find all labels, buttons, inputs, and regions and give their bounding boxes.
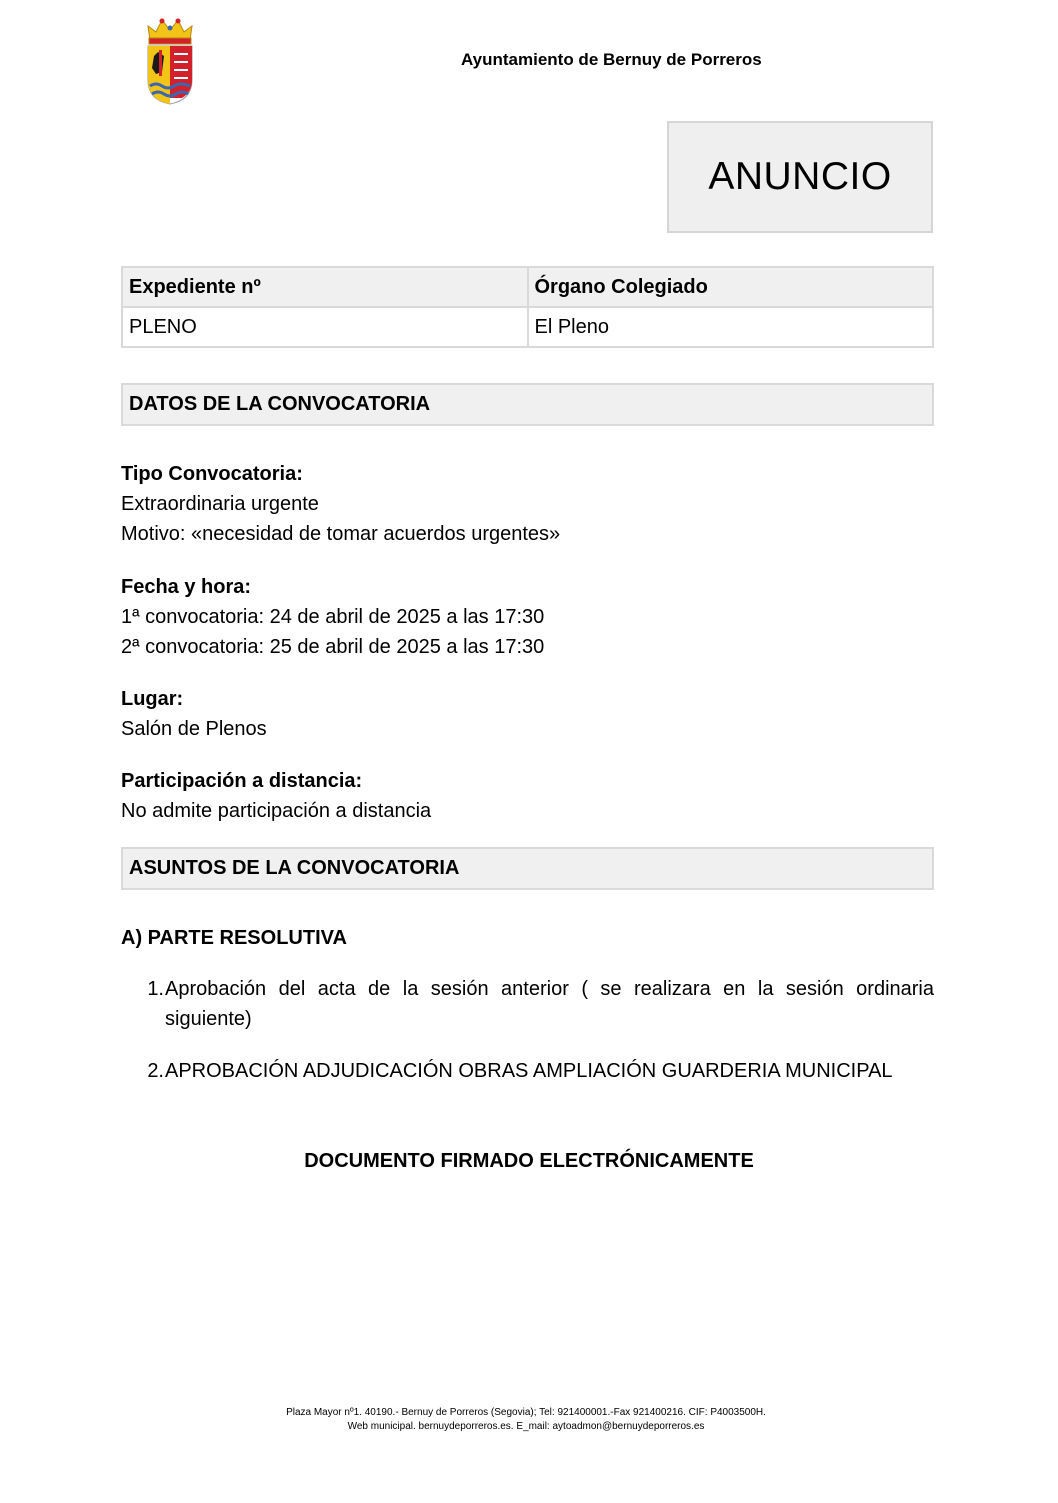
footer-address: Plaza Mayor nº1. 40190.- Bernuy de Porreros (Segovia); Tel: 921400001.-Fax 921400216. CIF: P4003500H. bbox=[286, 1407, 766, 1418]
document-title: ANUNCIO bbox=[708, 155, 892, 198]
list-item-text: APROBACIÓN ADJUDICACIÓN OBRAS AMPLIACIÓN GUARDERIA MUNICIPAL bbox=[165, 1060, 893, 1082]
table-header-organo: Órgano Colegiado bbox=[528, 267, 934, 307]
list-item bbox=[121, 1056, 934, 1086]
expediente-table bbox=[121, 266, 934, 348]
list-item bbox=[121, 974, 934, 1034]
tipo-motivo: Motivo: «necesidad de tomar acuerdos urgentes» bbox=[121, 523, 561, 545]
table-cell-organo: El Pleno bbox=[528, 307, 934, 347]
list-item-number: 2. bbox=[147, 1060, 164, 1082]
organization-name: Ayuntamiento de Bernuy de Porreros bbox=[461, 50, 762, 69]
section-datos-convocatoria: DATOS DE LA CONVOCATORIA bbox=[121, 383, 934, 426]
document-title-box bbox=[667, 121, 933, 233]
participacion-value: No admite participación a distancia bbox=[121, 800, 432, 822]
tipo-label: Tipo Convocatoria: bbox=[121, 463, 303, 485]
table-row bbox=[122, 307, 933, 347]
signed-notice: DOCUMENTO FIRMADO ELECTRÓNICAMENTE bbox=[304, 1150, 754, 1172]
table-header-expediente: Expediente nº bbox=[122, 267, 528, 307]
tipo-value: Extraordinaria urgente bbox=[121, 493, 319, 515]
participacion-label: Participación a distancia: bbox=[121, 770, 363, 792]
fecha-label: Fecha y hora: bbox=[121, 576, 252, 598]
fecha-segunda: 2ª convocatoria: 25 de abril de 2025 a las 17:30 bbox=[121, 636, 545, 658]
footer-contact: Web municipal. bernuydeporreros.es. E_mail: aytoadmon@bernuydeporreros.es bbox=[347, 1421, 705, 1432]
list-item-number: 1. bbox=[147, 978, 164, 1000]
lugar-label: Lugar: bbox=[121, 688, 184, 710]
table-cell-expediente: PLENO bbox=[122, 307, 528, 347]
municipal-crest-icon bbox=[144, 16, 196, 106]
lugar-value: Salón de Plenos bbox=[121, 718, 267, 740]
parte-resolutiva-heading: A) PARTE RESOLUTIVA bbox=[121, 927, 347, 949]
section-asuntos-convocatoria: ASUNTOS DE LA CONVOCATORIA bbox=[121, 847, 934, 890]
fecha-primera: 1ª convocatoria: 24 de abril de 2025 a las 17:30 bbox=[121, 606, 545, 628]
list-item-text: Aprobación del acta de la sesión anterior ( se realizara en la sesión ordinaria siguiente) bbox=[165, 978, 934, 1030]
table-header-row bbox=[122, 267, 933, 307]
